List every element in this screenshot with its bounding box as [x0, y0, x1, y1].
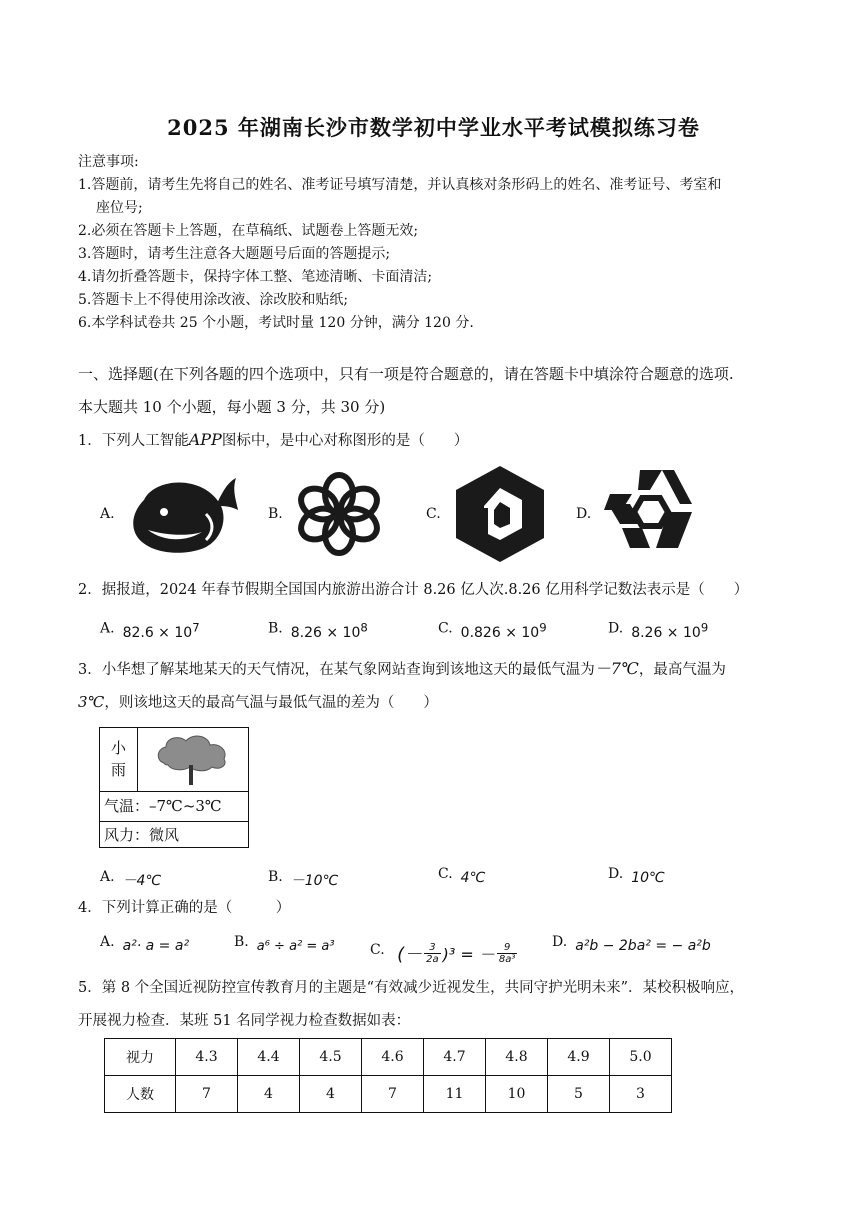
weather-temp: 气温：–7℃~3℃: [104, 797, 222, 815]
table-cell: 11: [424, 1076, 486, 1113]
question-5-line1: 5．第 8 个全国近视防控宣传教育月的主题是“有效减少近视发生，共同守护光明未来”．某校积极响应，: [78, 980, 744, 996]
page-title: 2025 年湖南长沙市数学初中学业水平考试模拟练习卷: [167, 115, 700, 140]
option-d[interactable]: [552, 934, 711, 954]
note-item: 6.本学科试卷共 25 个小题，考试时量 120 分钟，满分 120 分.: [78, 315, 474, 331]
question-4: 4．下列计算正确的是（ ）: [78, 900, 291, 916]
question-3-line2: 3℃，则该地这天的最高气温与最低气温的差为（ ）: [78, 693, 438, 711]
option-label: A.: [100, 620, 115, 637]
section-heading: 一、选择题(在下列各题的四个选项中，只有一项是符合题意的，请在答题卡中填涂符合题意的选项.: [78, 365, 734, 383]
option-a[interactable]: [100, 866, 162, 889]
table-row: [105, 1039, 672, 1076]
option-label: A.: [100, 506, 115, 522]
table-cell: 5.0: [610, 1039, 672, 1076]
option-value: a⁶ ÷ a² = a³: [256, 939, 335, 954]
note-item: 座位号;: [96, 200, 143, 216]
vision-table: [104, 1038, 672, 1113]
option-b[interactable]: [268, 866, 339, 889]
note-item: 4.请勿折叠答题卡，保持字体工整、笔迹清晰、卡面清洁;: [78, 269, 433, 285]
option-label: C.: [370, 942, 385, 958]
option-value: $0.826 \times 10^9$: [460, 620, 547, 641]
note-item: 2.必须在答题卡上答题，在草稿纸、试题卷上答题无效;: [78, 223, 419, 239]
table-row: [105, 1076, 672, 1113]
option-b[interactable]: [234, 934, 335, 954]
exponent: 9: [539, 620, 547, 634]
option-d[interactable]: [608, 616, 709, 641]
fraction-denominator: 8a³: [498, 953, 516, 965]
note-item: 3.答题时，请考生注意各大题题号后面的答题提示;: [78, 246, 391, 262]
exponent: 8: [360, 620, 368, 634]
knot-logo-icon: [294, 470, 384, 558]
option-value: $8.26 \times 10^9$: [631, 620, 709, 641]
fraction-numerator: 9: [503, 941, 511, 953]
high-temp: 3℃: [78, 693, 105, 711]
table-cell: 10: [486, 1076, 548, 1113]
question-3-line1: 3．小华想了解某地某天的天气情况，在某气象网站查询到该地这天的最低气温为－7℃，最高气温为: [78, 659, 726, 678]
whale-logo-icon: [124, 470, 240, 556]
weather-type: 小 雨: [100, 728, 138, 791]
note-item: 1.答题前，请考生先将自己的姓名、准考证号填写清楚，并认真核对条形码上的姓名、准考证号、考室和: [78, 177, 722, 193]
option-value: $8.26 \times 10^8$: [290, 620, 368, 641]
table-cell: 4.8: [486, 1039, 548, 1076]
option-value: 10℃: [631, 870, 665, 886]
fraction-denominator: 2a: [426, 953, 439, 965]
exponent: 7: [192, 620, 200, 634]
q1-app: APP: [188, 430, 222, 449]
option-label: B.: [268, 620, 283, 637]
table-cell: 4: [300, 1076, 362, 1113]
table-cell: 4.4: [238, 1039, 300, 1076]
option-value: a²b − 2ba² = − a²b: [575, 938, 711, 954]
table-cell: 5: [548, 1076, 610, 1113]
option-value: a²· a = a²: [122, 938, 190, 954]
option-label: A.: [100, 934, 115, 950]
option-value: $82.6 \times 10^7$: [122, 620, 200, 641]
option-value: －10℃: [290, 873, 339, 889]
option-label: B.: [268, 506, 283, 522]
option-c[interactable]: [438, 616, 547, 641]
section-subheading: 本大题共 10 个小题，每小题 3 分，共 30 分): [78, 398, 386, 416]
option-label: B.: [234, 934, 249, 950]
option-label: D.: [552, 934, 568, 950]
table-cell: 4: [238, 1076, 300, 1113]
option-label: A.: [100, 869, 115, 885]
table-cell: 4.9: [548, 1039, 610, 1076]
table-cell: 7: [176, 1076, 238, 1113]
option-label: B.: [268, 869, 283, 885]
option-label: D.: [608, 866, 624, 882]
fraction-numerator: 3: [429, 941, 436, 953]
table-cell: 4.7: [424, 1039, 486, 1076]
option-d[interactable]: [608, 866, 665, 886]
row-header: 人数: [105, 1076, 176, 1113]
option-c[interactable]: [438, 866, 486, 886]
option-label: C.: [438, 866, 453, 882]
note-item: 5.答题卡上不得使用涂改液、涂改胶和贴纸;: [78, 292, 349, 308]
option-label: D.: [608, 620, 624, 637]
option-a[interactable]: [100, 616, 200, 641]
notes-heading: 注意事项:: [78, 154, 139, 170]
weather-wind: 风力：微风: [104, 826, 180, 844]
q1-text-post: 图标中，是中心对称图形的是（ ）: [221, 433, 469, 449]
q1-text-pre: 1．下列人工智能: [78, 433, 189, 449]
table-cell: 4.5: [300, 1039, 362, 1076]
exponent: 9: [700, 620, 709, 634]
weather-card: [99, 727, 249, 848]
table-cell: 4.3: [176, 1039, 238, 1076]
low-temp: －7℃: [594, 659, 639, 678]
option-value: (－ $\frac{3}{2a}$ )³ = － $\frac{9}{\text{8a³}}$: [397, 941, 516, 965]
weather-card-header: [100, 728, 248, 792]
option-value: 4℃: [460, 870, 486, 886]
question-2: 2．据报道，2024 年春节假期全国国内旅游出游合计 8.26 亿人次.8.26 亿用科学记数法表示是（ ）: [78, 582, 749, 598]
q1-options: [100, 470, 720, 560]
option-label: D.: [576, 506, 592, 522]
option-value: －4℃: [122, 873, 162, 889]
cloud-icon: [154, 733, 230, 787]
star-logo-icon: [602, 464, 698, 554]
option-label: C.: [426, 506, 441, 522]
row-header: 视力: [105, 1039, 176, 1076]
option-a[interactable]: [100, 934, 190, 954]
option-b[interactable]: [268, 616, 368, 641]
table-cell: 7: [362, 1076, 424, 1113]
option-c[interactable]: [370, 934, 517, 965]
divider: [100, 821, 248, 822]
table-cell: 3: [610, 1076, 672, 1113]
option-label: C.: [438, 620, 453, 637]
table-cell: 4.6: [362, 1039, 424, 1076]
hexagon-cube-logo-icon: [450, 462, 550, 566]
question-5-line2: 开展视力检查．某班 51 名同学视力检查数据如表：: [78, 1013, 411, 1029]
question-1: [78, 430, 468, 451]
